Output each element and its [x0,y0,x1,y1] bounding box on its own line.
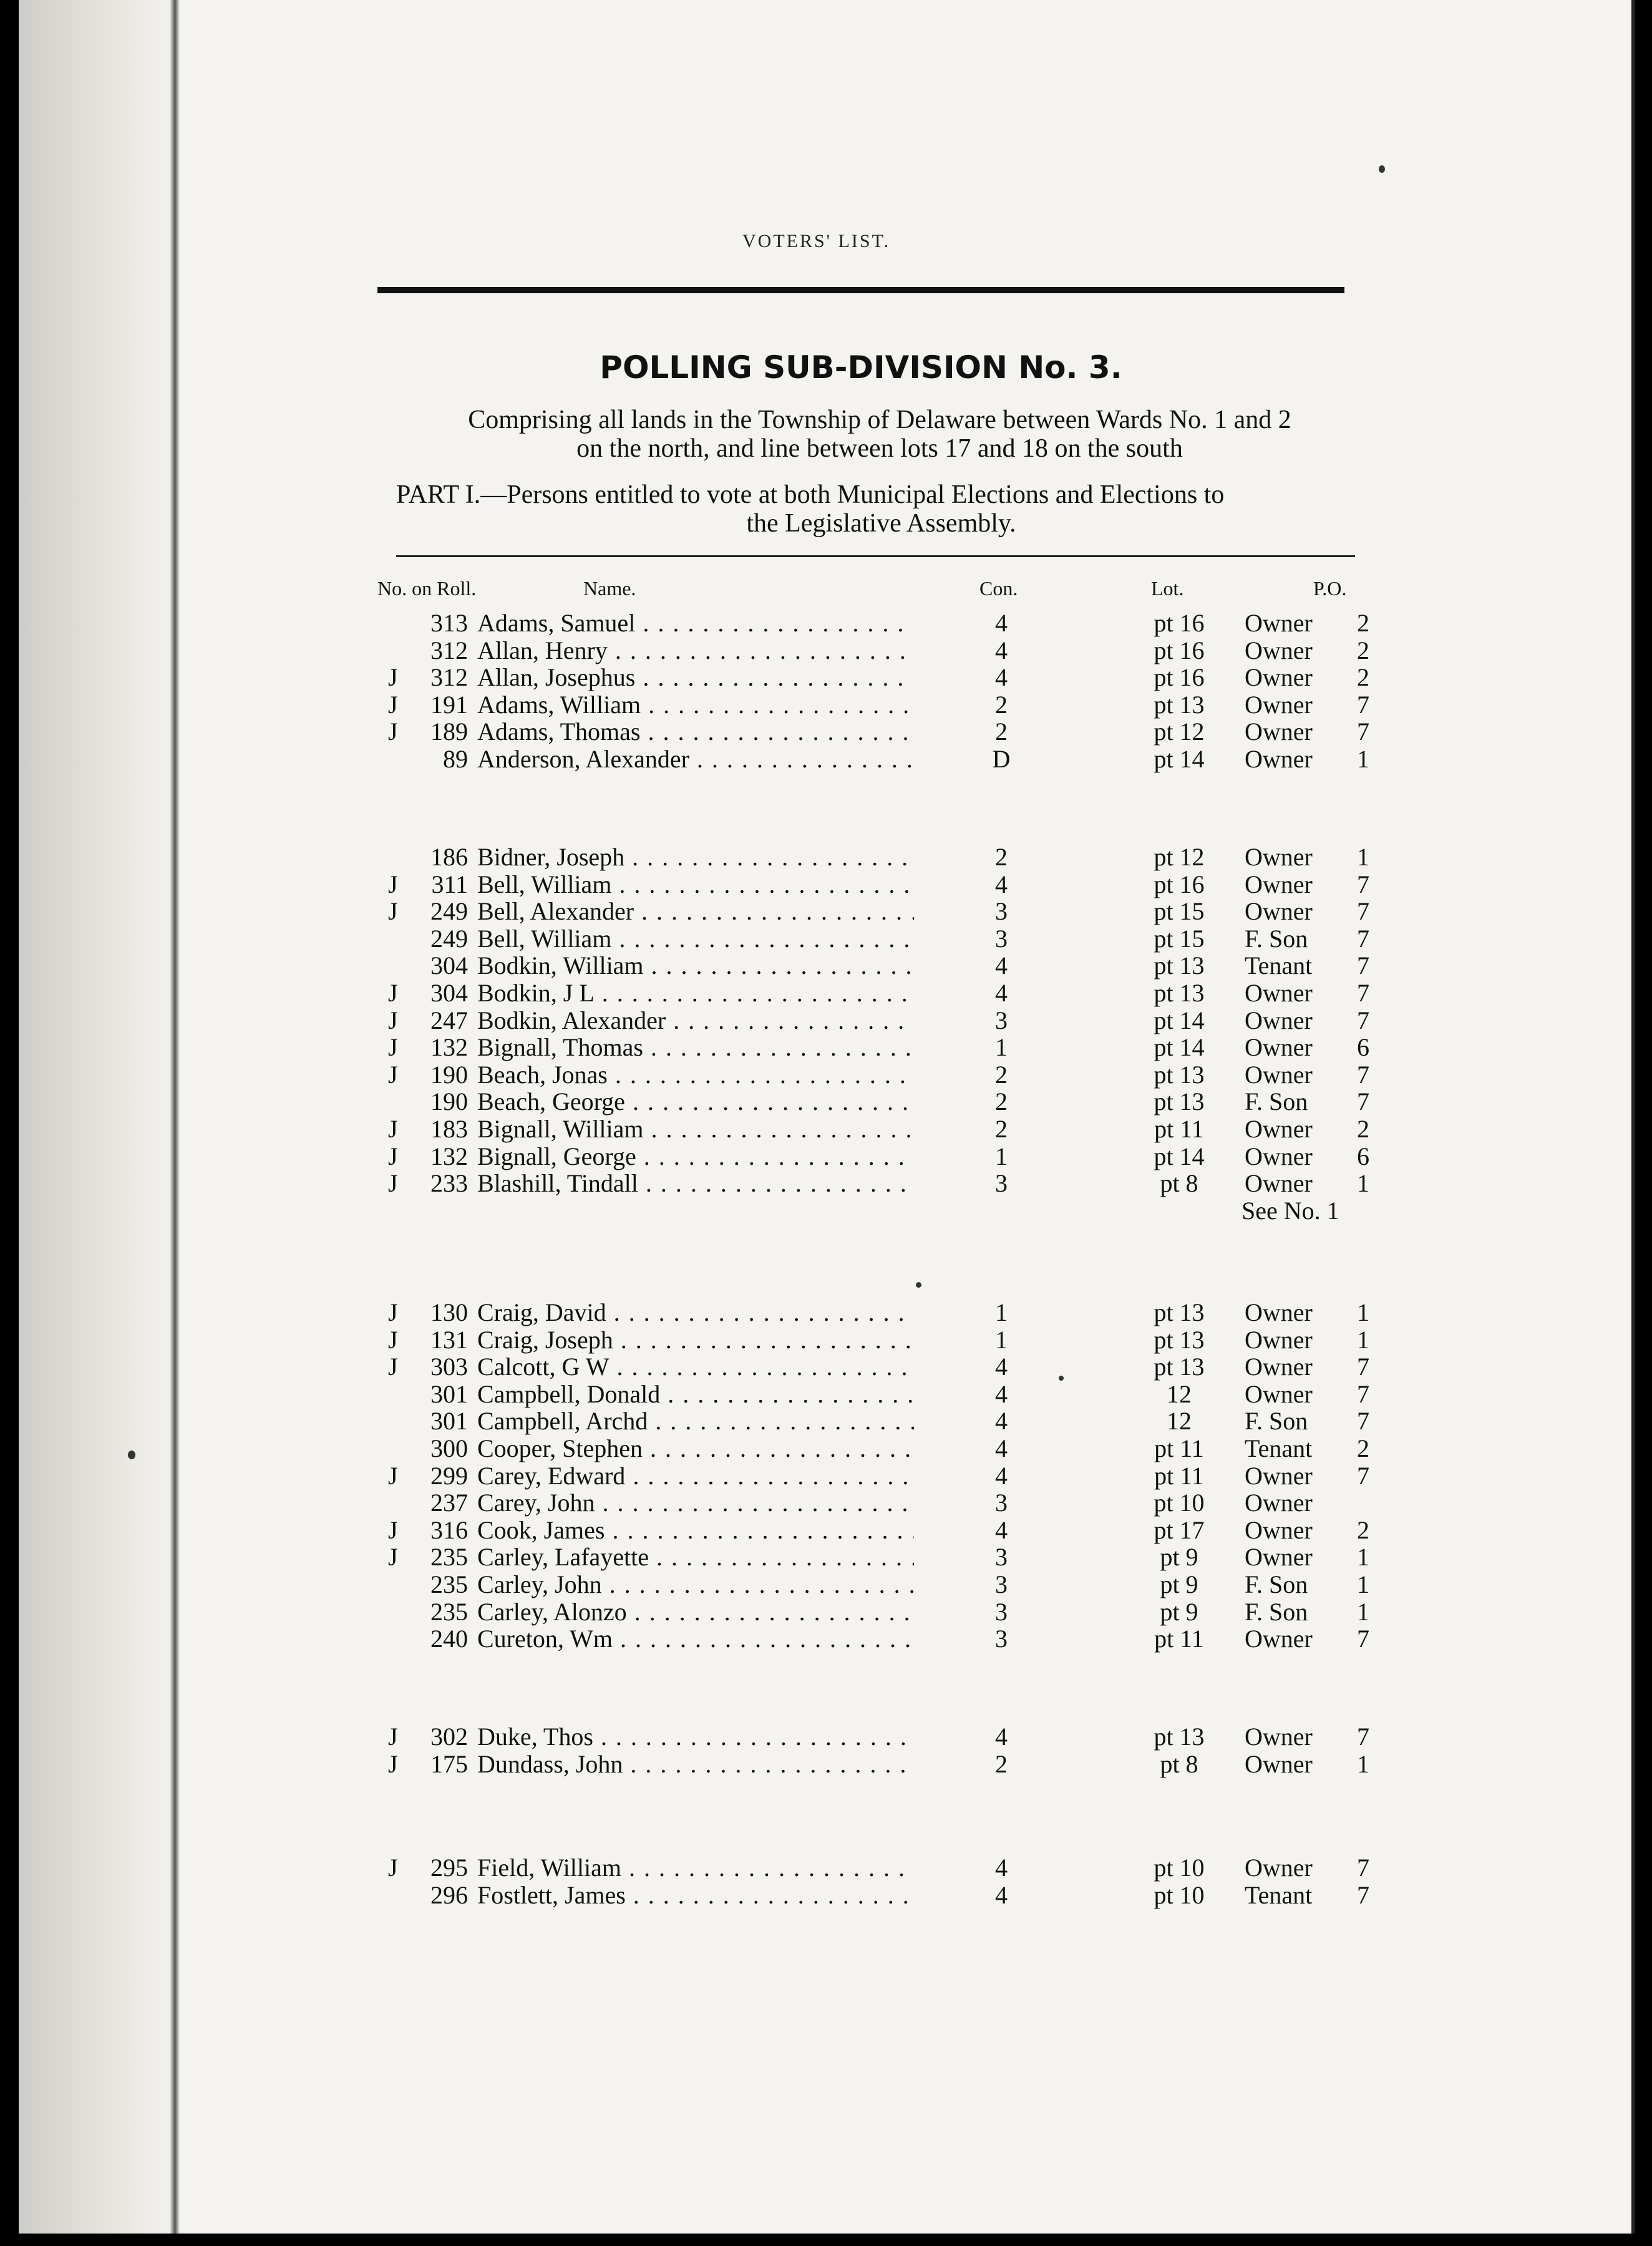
post-office-number: 2 [1357,609,1369,637]
voter-name: Cook, James . . . [477,1515,914,1545]
concession: 4 [995,1723,1008,1751]
column-header-roll: No. on Roll. [377,577,477,600]
juror-mark: J [388,1543,398,1572]
juror-mark: J [388,1749,398,1778]
voter-name: Bell, William . . . [477,924,914,953]
roll-number: 175 [430,1749,468,1778]
table-row [19,636,1516,663]
roll-number: 189 [430,717,468,746]
concession: 4 [995,1353,1008,1381]
voter-name: Bell, William . . . [477,870,914,899]
voter-name: Campbell, Archd . . . [477,1406,914,1436]
status: Owner [1245,663,1313,692]
lot: pt 16 [1154,609,1205,637]
status: Tenant [1245,951,1313,980]
roll-number: 235 [430,1543,468,1572]
roll-number: 296 [430,1880,468,1909]
status: Owner [1245,1515,1313,1544]
voter-name: Carley, John . . . [477,1570,914,1599]
post-office-number: 1 [1357,1298,1369,1326]
status: Owner [1245,843,1313,871]
roll-number: 186 [430,843,468,871]
post-office-number: 7 [1357,870,1369,898]
lot: pt 16 [1154,870,1205,898]
roll-number: 130 [430,1298,468,1326]
table-row [19,924,1516,951]
post-office-number: 2 [1357,663,1369,692]
concession: 2 [995,1115,1008,1143]
post-office-number: 2 [1357,1115,1369,1143]
post-office-number: 1 [1357,1325,1369,1354]
juror-mark: J [388,897,398,926]
voter-name: Blashill, Tindall . . . [477,1169,914,1198]
status: Owner [1245,897,1313,926]
post-office-number: 7 [1357,690,1369,719]
lot: pt 9 [1160,1597,1198,1626]
post-office-number: 7 [1357,1087,1369,1116]
lot: pt 15 [1154,924,1205,953]
status: Owner [1245,1060,1313,1089]
status: Owner [1245,870,1313,898]
column-header-po: P.O. [1313,577,1347,600]
column-header-name: Name. [583,577,636,600]
table-row [19,744,1516,772]
scanned-page [19,0,1635,2234]
table-row [19,870,1516,897]
roll-number: 312 [430,663,468,692]
table-row [19,842,1516,870]
lot: pt 17 [1154,1515,1205,1544]
voter-name: Adams, William . . . [477,690,914,719]
voter-name: Beach, Jonas . . . [477,1060,914,1089]
concession: 1 [995,1325,1008,1354]
status: Owner [1245,690,1313,719]
part-heading [396,480,1366,538]
post-office-number: 2 [1357,1515,1369,1544]
table-row [19,1597,1516,1625]
roll-number: 249 [430,897,468,926]
post-office-number: 1 [1357,1749,1369,1778]
juror-mark: J [388,1006,398,1034]
lot: pt 16 [1154,636,1205,664]
roll-number: 313 [430,609,468,637]
row-note: See No. 1 [1241,1196,1339,1225]
status: Owner [1245,1749,1313,1778]
lot: pt 12 [1154,717,1205,746]
concession: 3 [995,1006,1008,1034]
voter-name: Anderson, Alexander . . . [477,744,914,774]
status: Owner [1245,1461,1313,1490]
roll-number: 295 [430,1854,468,1882]
post-office-number: 1 [1357,1169,1369,1198]
post-office-number: 7 [1357,1006,1369,1034]
column-header-lot: Lot. [1151,577,1184,600]
status: Owner [1245,979,1313,1007]
voter-name: Carey, Edward . . . [477,1461,914,1490]
lot: pt 13 [1154,1353,1205,1381]
post-office-number: 7 [1357,924,1369,953]
part-line: the Legislative Assembly. [746,509,1016,538]
juror-mark: J [388,1060,398,1089]
concession: 3 [995,897,1008,926]
table-row [19,690,1516,717]
status: Owner [1245,636,1313,664]
voter-name: Bell, Alexander . . . [477,897,914,926]
post-office-number: 7 [1357,1379,1369,1408]
lot: pt 13 [1154,1087,1205,1116]
roll-number: 190 [430,1060,468,1089]
post-office-number: 2 [1357,1434,1369,1462]
post-office-number: 7 [1357,951,1369,980]
lot: pt 14 [1154,745,1205,773]
voter-name: Allan, Josephus . . . [477,663,914,692]
concession: D [992,745,1011,773]
juror-mark: J [388,1298,398,1326]
voter-name: Fostlett, James . . . [477,1880,914,1910]
voter-name: Bidner, Joseph . . . [477,842,914,872]
roll-number: 301 [430,1407,468,1436]
description-line: on the north, and line between lots 17 and 18 on the south [576,434,1183,463]
table-row [19,1749,1516,1777]
lot: pt 13 [1154,1723,1205,1751]
concession: 1 [995,1142,1008,1170]
voter-name: Craig, David . . . [477,1298,914,1327]
lot: pt 11 [1154,1434,1204,1462]
juror-mark: J [388,663,398,692]
concession: 3 [995,1543,1008,1572]
table-row [19,1142,1516,1169]
juror-mark: J [388,1723,398,1751]
table-row [19,1033,1516,1060]
juror-mark: J [388,717,398,746]
concession: 4 [995,979,1008,1007]
table-row [19,897,1516,924]
juror-mark: J [388,1515,398,1544]
roll-number: 191 [430,690,468,719]
status: F. Son [1245,1407,1308,1436]
voter-name: Bignall, George . . . [477,1142,914,1171]
concession: 4 [995,1880,1008,1909]
concession: 3 [995,1597,1008,1626]
post-office-number: 7 [1357,1353,1369,1381]
roll-number: 304 [430,979,468,1007]
lot: pt 13 [1154,1325,1205,1354]
voter-name: Dundass, John . . . [477,1749,914,1779]
concession: 3 [995,1625,1008,1653]
lot: pt 10 [1154,1854,1205,1882]
table-row [19,1515,1516,1543]
status: Owner [1245,1325,1313,1354]
lot: pt 9 [1160,1543,1198,1572]
concession: 4 [995,1854,1008,1882]
post-office-number: 7 [1357,1854,1369,1882]
voter-name: Carey, John . . . [477,1488,914,1517]
post-office-number: 7 [1357,1880,1369,1909]
status: Owner [1245,1353,1313,1381]
table-row [19,1624,1516,1651]
post-office-number: 7 [1357,717,1369,746]
lot: pt 11 [1154,1115,1204,1143]
lot: pt 13 [1154,1060,1205,1089]
table-row [19,1169,1516,1196]
concession: 4 [995,1461,1008,1490]
voter-name: Bignall, Thomas . . . [477,1033,914,1062]
table-row [19,1488,1516,1515]
table-row [19,717,1516,744]
voter-name: Field, William . . . [477,1853,914,1882]
voter-name: Bodkin, J L . . . [477,978,914,1008]
roll-number: 301 [430,1379,468,1408]
status: Owner [1245,1006,1313,1034]
concession: 2 [995,690,1008,719]
post-office-number: 1 [1357,745,1369,773]
lot: pt 13 [1154,979,1205,1007]
concession: 3 [995,1570,1008,1598]
voter-name: Bignall, William . . . [477,1114,914,1144]
post-office-number: 2 [1357,636,1369,664]
table-row [19,1461,1516,1489]
roll-number: 89 [443,745,468,773]
status: Owner [1245,1169,1313,1198]
juror-mark: J [388,1142,398,1170]
table-row [19,663,1516,690]
roll-number: 316 [430,1515,468,1544]
voter-name: Cooper, Stephen . . . [477,1434,914,1463]
juror-mark: J [388,1325,398,1354]
roll-number: 235 [430,1597,468,1626]
status: Owner [1245,1489,1313,1517]
concession: 3 [995,1489,1008,1517]
post-office-number: 7 [1357,1625,1369,1653]
roll-number: 249 [430,924,468,953]
concession: 4 [995,636,1008,664]
roll-number: 299 [430,1461,468,1490]
lot: pt 11 [1154,1625,1204,1653]
ink-speck [1059,1376,1064,1381]
table-row [19,1542,1516,1570]
roll-number: 131 [430,1325,468,1354]
status: F. Son [1245,1597,1308,1626]
table-row [19,1325,1516,1353]
status: Owner [1245,1142,1313,1170]
lot: 12 [1167,1379,1192,1408]
lot: pt 11 [1154,1461,1204,1490]
juror-mark: J [388,1033,398,1062]
lot: 12 [1167,1407,1192,1436]
table-row [19,1570,1516,1597]
lot: pt 13 [1154,1298,1205,1326]
status: Tenant [1245,1434,1313,1462]
status: Owner [1245,1723,1313,1751]
roll-number: 300 [430,1434,468,1462]
status: Tenant [1245,1880,1313,1909]
juror-mark: J [388,1461,398,1490]
post-office-number: 6 [1357,1142,1369,1170]
status: Owner [1245,1854,1313,1882]
roll-number: 247 [430,1006,468,1034]
part-line: PART I.—Persons entitled to vote at both Municipal Elections and Elections to [396,480,1225,509]
concession: 4 [995,951,1008,980]
juror-mark: J [388,1854,398,1882]
concession: 3 [995,1169,1008,1198]
juror-mark: J [388,870,398,898]
voter-name: Bodkin, Alexander . . . [477,1006,914,1035]
voter-name: Carley, Alonzo . . . [477,1597,914,1626]
table-row [19,608,1516,636]
table-row [19,951,1516,978]
roll-number: 235 [430,1570,468,1598]
table-row [19,978,1516,1006]
concession: 4 [995,663,1008,692]
voter-name: Campbell, Donald . . . [477,1379,914,1409]
status: F. Son [1245,1570,1308,1598]
roll-number: 132 [430,1033,468,1062]
status: F. Son [1245,924,1308,953]
post-office-number: 7 [1357,897,1369,926]
lot: pt 9 [1160,1570,1198,1598]
voter-name: Adams, Thomas . . . [477,717,914,746]
description-line: Comprising all lands in the Township of Delaware between Wards No. 1 and 2 [468,406,1291,434]
status: Owner [1245,1115,1313,1143]
roll-number: 311 [431,870,468,898]
roll-number: 132 [430,1142,468,1170]
juror-mark: J [388,1115,398,1143]
table-row [19,1434,1516,1461]
table-row [19,1406,1516,1434]
status: Owner [1245,1379,1313,1408]
status: Owner [1245,745,1313,773]
roll-number: 302 [430,1723,468,1751]
page-title: POLLING SUB-DIVISION No. 3. [600,349,1122,386]
lot: pt 16 [1154,663,1205,692]
post-office-number: 1 [1357,1543,1369,1572]
lot: pt 12 [1154,843,1205,871]
concession: 4 [995,609,1008,637]
table-row [19,1722,1516,1749]
post-office-number: 1 [1357,843,1369,871]
lot: pt 10 [1154,1880,1205,1909]
roll-number: 303 [430,1353,468,1381]
roll-number: 304 [430,951,468,980]
juror-mark: J [388,1169,398,1198]
lot: pt 8 [1160,1169,1198,1198]
roll-number: 240 [430,1625,468,1653]
lot: pt 13 [1154,951,1205,980]
running-header: VOTERS' LIST. [742,231,891,251]
juror-mark: J [388,690,398,719]
voter-name: Duke, Thos . . . [477,1722,914,1751]
concession: 4 [995,1379,1008,1408]
roll-number: 237 [430,1489,468,1517]
concession: 1 [995,1298,1008,1326]
table-row [19,1298,1516,1325]
voter-name: Allan, Henry . . . [477,636,914,665]
roll-number: 233 [430,1169,468,1198]
voter-name: Cureton, Wm . . . [477,1624,914,1653]
concession: 4 [995,1407,1008,1436]
post-office-number: 1 [1357,1597,1369,1626]
post-office-number: 7 [1357,1060,1369,1089]
concession: 2 [995,1060,1008,1089]
concession: 2 [995,843,1008,871]
status: Owner [1245,1543,1313,1572]
lot: pt 10 [1154,1489,1205,1517]
concession: 4 [995,1434,1008,1462]
post-office-number: 7 [1357,1461,1369,1490]
table-row [19,1006,1516,1033]
lot: pt 14 [1154,1142,1205,1170]
concession: 1 [995,1033,1008,1062]
lot: pt 14 [1154,1006,1205,1034]
table-row [19,1853,1516,1880]
ink-speck [916,1282,921,1288]
table-row [19,1880,1516,1908]
voter-name: Carley, Lafayette . . . [477,1542,914,1572]
description [393,406,1366,463]
voter-name: Calcott, G W . . . [477,1352,914,1381]
post-office-number: 1 [1357,1570,1369,1598]
lot: pt 13 [1154,690,1205,719]
ink-speck [128,1451,135,1459]
roll-number: 312 [430,636,468,664]
juror-mark: J [388,1353,398,1381]
status: Owner [1245,1625,1313,1653]
post-office-number: 7 [1357,1723,1369,1751]
status: Owner [1245,1298,1313,1326]
concession: 2 [995,1087,1008,1116]
voter-name: Craig, Joseph . . . [477,1325,914,1354]
header-rule [377,287,1344,293]
voter-name: Adams, Samuel . . . [477,608,914,638]
lot: pt 8 [1160,1749,1198,1778]
table-row [19,1087,1516,1114]
lot: pt 14 [1154,1033,1205,1062]
voter-name: Beach, George . . . [477,1087,914,1116]
status: Owner [1245,609,1313,637]
juror-mark: J [388,979,398,1007]
table-row [19,1060,1516,1087]
post-office-number: 7 [1357,979,1369,1007]
roll-number: 190 [430,1087,468,1116]
table-row [19,1379,1516,1407]
concession: 4 [995,870,1008,898]
concession: 2 [995,1749,1008,1778]
post-office-number: 6 [1357,1033,1369,1062]
status: Owner [1245,1033,1313,1062]
post-office-number: 7 [1357,1407,1369,1436]
concession: 3 [995,924,1008,953]
concession: 4 [995,1515,1008,1544]
concession: 2 [995,717,1008,746]
table-row [19,1114,1516,1142]
ink-speck [1379,165,1385,173]
table-rule [396,555,1355,557]
roll-number: 183 [430,1115,468,1143]
table-row [19,1352,1516,1379]
status: Owner [1245,717,1313,746]
voter-name: Bodkin, William . . . [477,951,914,980]
column-header-con: Con. [979,577,1018,600]
status: F. Son [1245,1087,1308,1116]
lot: pt 15 [1154,897,1205,926]
